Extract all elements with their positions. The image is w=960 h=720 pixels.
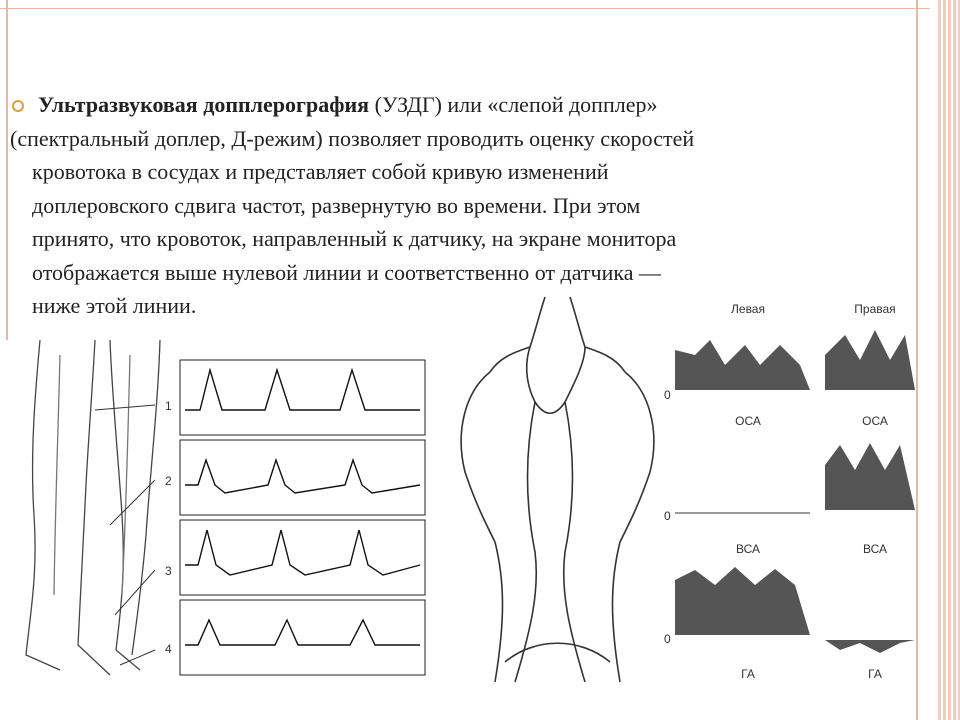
wave-box-2 bbox=[180, 440, 425, 515]
wave-box-3 bbox=[180, 520, 425, 595]
decor-line-top bbox=[0, 8, 930, 9]
spectrum-row-2 bbox=[664, 443, 915, 556]
row-label-osa-left: ОСА bbox=[735, 414, 761, 428]
row-label-ga-left: ГА bbox=[741, 667, 755, 681]
col-right-label: Правая bbox=[854, 302, 896, 316]
legs-illustration bbox=[26, 340, 160, 675]
leg-label-1: 1 bbox=[165, 399, 172, 413]
doppler-spectra-panel bbox=[660, 295, 915, 695]
text-line-2: кровотока в сосудах и представляет собой кривую изменений bbox=[32, 159, 609, 184]
text-line-1: (спектральный доплер, Д-режим) позволяет проводить оценку скоростей bbox=[10, 125, 695, 151]
decor-line-left bbox=[6, 0, 8, 340]
decor-band-right bbox=[938, 0, 960, 720]
heading-bold: Ультразвуковая допплерография bbox=[38, 92, 370, 117]
leg-doppler-figure bbox=[0, 335, 440, 695]
row-label-ga-right: ГА bbox=[868, 667, 882, 681]
text-line-3: доплеровского сдвига частот, развернутую во времени. При этом bbox=[32, 192, 641, 218]
brain-vessels-figure bbox=[445, 292, 670, 692]
wave-box-4 bbox=[180, 600, 425, 675]
text-line-4: принято, что кровоток, направленный к датчику, на экране монитора bbox=[32, 226, 677, 251]
spectrum-row-3 bbox=[664, 567, 915, 681]
slide-text bbox=[10, 88, 930, 323]
zero-label-2: 0 bbox=[664, 509, 671, 523]
heading-line bbox=[10, 88, 930, 122]
leg-label-2: 2 bbox=[165, 474, 172, 488]
leg-label-4: 4 bbox=[165, 642, 172, 656]
spectrum-row-1 bbox=[664, 330, 915, 428]
row-label-osa-right: ОСА bbox=[862, 414, 888, 428]
row-label-vsa-right: ВСА bbox=[862, 542, 888, 556]
text-line-6: ниже этой линии. bbox=[32, 293, 197, 318]
row-label-vsa-left: ВСА bbox=[735, 542, 761, 556]
text-line-5: отображается выше нулевой линии и соответственно от датчика — bbox=[32, 259, 661, 285]
col-left-label: Левая bbox=[731, 302, 765, 316]
leg-label-3: 3 bbox=[165, 564, 172, 578]
wave-box-1 bbox=[180, 360, 425, 435]
zero-label-3: 0 bbox=[664, 632, 671, 646]
heading-rest: (УЗДГ) или «слепой допплер» bbox=[369, 92, 658, 117]
zero-label-1: 0 bbox=[664, 388, 671, 402]
